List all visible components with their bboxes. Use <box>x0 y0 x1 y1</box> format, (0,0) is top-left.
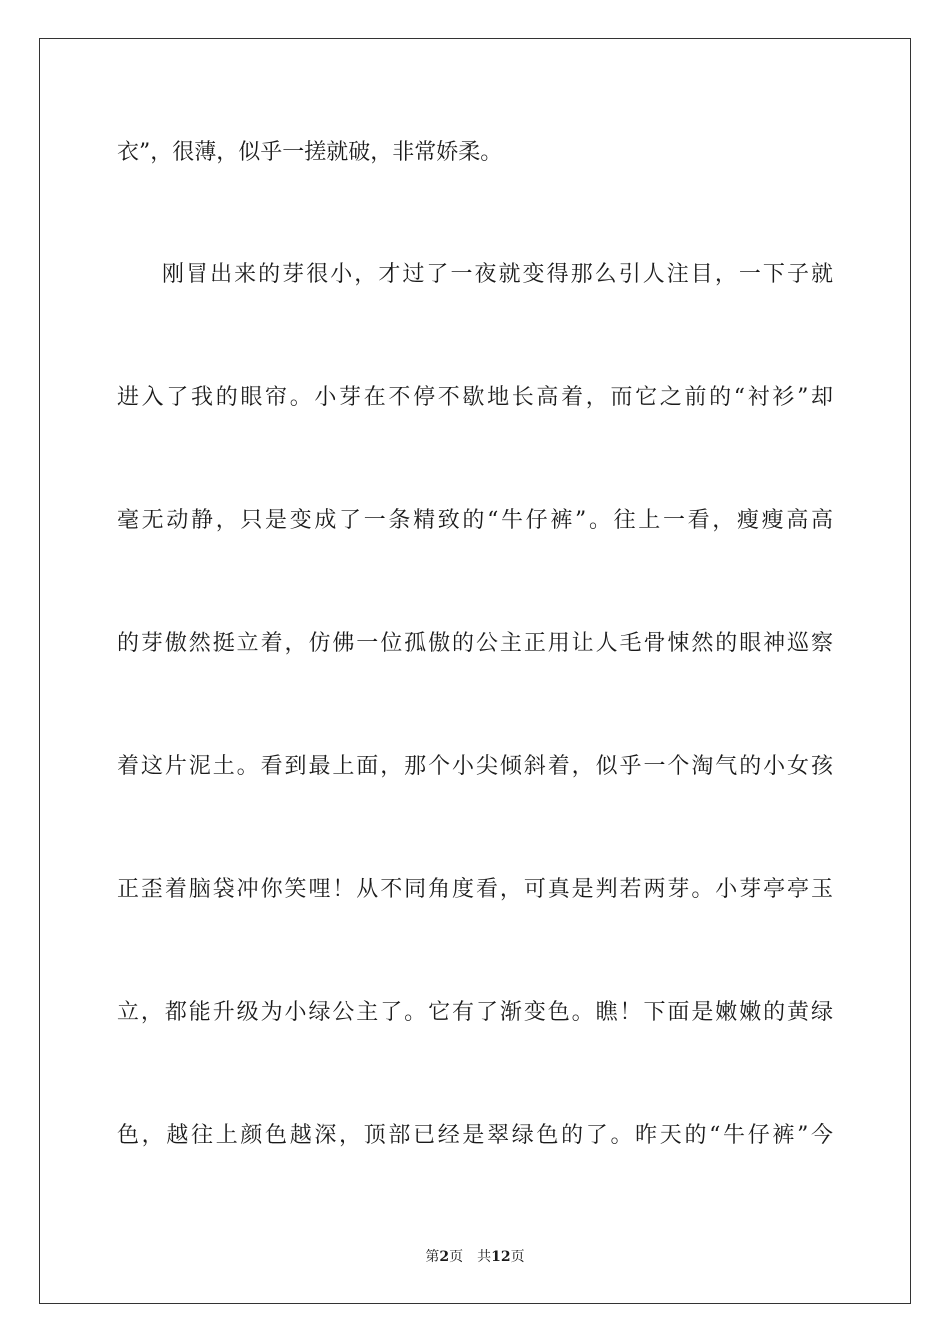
page-current: 2 <box>439 1249 450 1265</box>
paragraph-line-2: 刚冒出来的芽很小，才过了一夜就变得那么引人注目，一下子就 <box>162 262 833 287</box>
page-prefix: 第 <box>425 1249 440 1265</box>
paragraph-line-6: 着这片泥土。看到最上面，那个小尖倾斜着，似乎一个淘气的小女孩 <box>117 754 833 779</box>
paragraph-line-3: 进入了我的眼帘。小芽在不停不歇地长高着，而它之前的“衬衫”却 <box>117 385 833 410</box>
total-suffix: 页 <box>510 1249 525 1265</box>
page-total: 12 <box>491 1249 511 1265</box>
page-footer <box>0 1248 950 1266</box>
total-prefix: 共 <box>477 1249 492 1265</box>
paragraph-line-5: 的芽傲然挺立着，仿佛一位孤傲的公主正用让人毛骨悚然的眼神巡察 <box>117 631 833 656</box>
paragraph-line-9: 色，越往上颜色越深，顶部已经是翠绿色的了。昨天的“牛仔裤”今 <box>117 1123 833 1148</box>
paragraph-line-7: 正歪着脑袋冲你笑哩！从不同角度看，可真是判若两芽。小芽亭亭玉 <box>117 877 833 902</box>
paragraph-line-4: 毫无动静，只是变成了一条精致的“牛仔裤”。往上一看，瘦瘦高高 <box>117 508 833 533</box>
page-frame <box>39 38 911 1304</box>
page-suffix: 页 <box>449 1249 464 1265</box>
paragraph-line-1: 衣”，很薄，似乎一搓就破，非常娇柔。 <box>117 140 503 165</box>
paragraph-line-8: 立，都能升级为小绿公主了。它有了渐变色。瞧！下面是嫩嫩的黄绿 <box>117 1000 833 1025</box>
